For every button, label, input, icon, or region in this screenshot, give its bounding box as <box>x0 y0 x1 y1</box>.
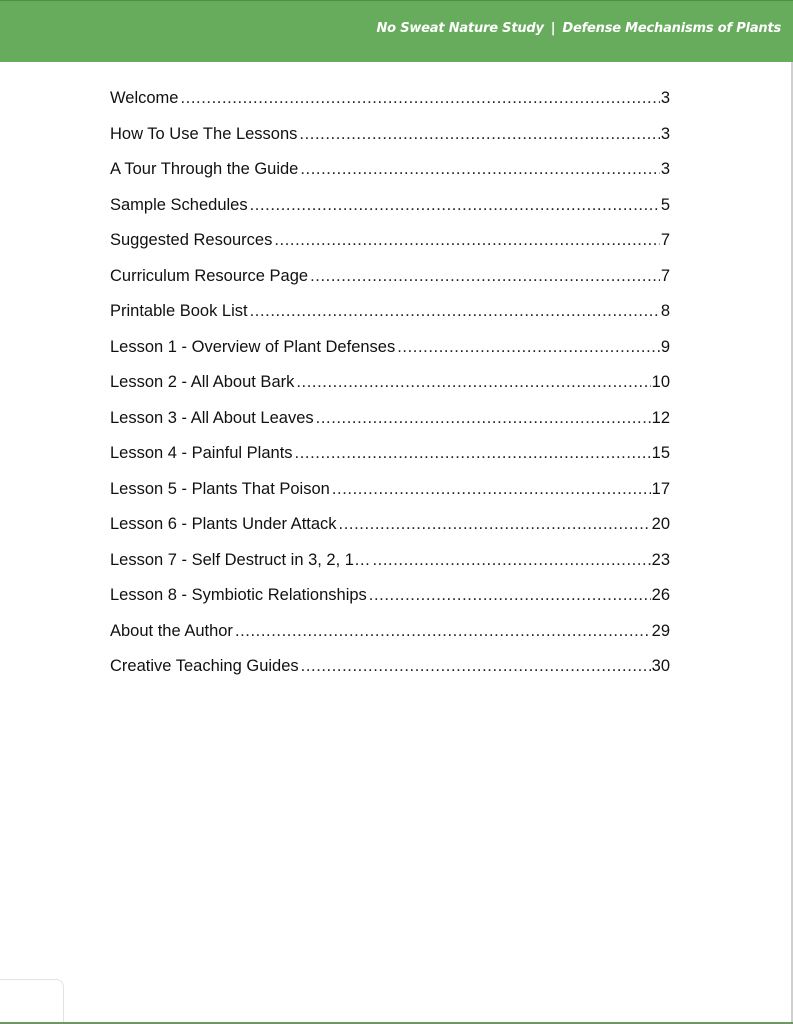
corner-tab <box>0 979 64 1023</box>
toc-entry-page-number: 7 <box>660 231 670 249</box>
header-separator: | <box>550 21 556 36</box>
toc-entry-page-number: 26 <box>651 586 670 604</box>
toc-entry-title: Printable Book List <box>110 302 248 320</box>
toc-entry-title: Lesson 1 - Overview of Plant Defenses <box>110 337 396 356</box>
dot-leader <box>372 551 650 570</box>
toc-entry[interactable] <box>110 196 670 232</box>
toc-entry-title: Lesson 3 - All About Leaves <box>110 408 314 427</box>
toc-entry[interactable] <box>110 125 670 161</box>
dot-leader <box>250 302 660 321</box>
toc-entry[interactable] <box>110 338 670 374</box>
toc-entry-title: Creative Teaching Guides <box>110 657 299 675</box>
toc-entry-page-number: 15 <box>651 444 670 462</box>
toc-entry-title: Lesson 6 - Plants Under Attack <box>110 515 337 533</box>
toc-entry[interactable] <box>110 409 670 445</box>
toc-entry[interactable] <box>110 480 670 516</box>
dot-leader <box>332 480 651 499</box>
toc-entry[interactable] <box>110 657 670 693</box>
toc-entry-title: Lesson 5 - Plants That Poison <box>110 479 330 498</box>
toc-entry-title: Lesson 7 - Self Destruct in 3, 2, 1… <box>110 550 371 569</box>
toc-entry-title: Welcome <box>110 89 179 107</box>
toc-entry-page-number: 9 <box>660 337 670 356</box>
dot-leader <box>296 373 650 392</box>
toc-entry-page-number: 8 <box>660 302 670 320</box>
toc-entry-title: Lesson 4 - Painful Plants <box>110 444 293 462</box>
dot-leader <box>301 657 651 676</box>
toc-entry-page-number: 3 <box>660 124 670 143</box>
toc-entry[interactable] <box>110 622 670 658</box>
toc-entry-page-number: 5 <box>660 195 670 214</box>
dot-leader <box>180 89 659 108</box>
header-band <box>0 0 793 62</box>
toc-entry[interactable] <box>110 267 670 303</box>
dot-leader <box>316 409 651 428</box>
guide-title: Defense Mechanisms of Plants <box>562 21 781 36</box>
toc-entry-title: Curriculum Resource Page <box>110 266 309 285</box>
toc-entry[interactable] <box>110 231 670 267</box>
toc-entry-title: Lesson 2 - All About Bark <box>110 373 295 391</box>
toc-entry-title: Suggested Resources <box>110 231 273 249</box>
toc-entry-title: A Tour Through the Guide <box>110 160 299 178</box>
toc-entry-page-number: 7 <box>660 266 670 285</box>
toc-entry-page-number: 12 <box>651 408 670 427</box>
dot-leader <box>369 586 651 605</box>
toc-entry-page-number: 3 <box>660 160 670 178</box>
dot-leader <box>310 267 660 286</box>
toc-entry[interactable] <box>110 373 670 409</box>
dot-leader <box>274 231 659 250</box>
dot-leader <box>250 196 660 215</box>
toc-entry-title: Sample Schedules <box>110 195 248 214</box>
toc-entry[interactable] <box>110 444 670 480</box>
table-of-contents <box>110 89 670 693</box>
dot-leader <box>397 338 660 357</box>
dot-leader <box>295 444 651 463</box>
toc-entry[interactable] <box>110 160 670 196</box>
dot-leader <box>299 125 659 144</box>
toc-entry[interactable] <box>110 515 670 551</box>
toc-entry[interactable] <box>110 302 670 338</box>
dot-leader <box>300 160 659 179</box>
toc-entry-page-number: 3 <box>660 89 670 107</box>
toc-entry-title: How To Use The Lessons <box>110 124 298 143</box>
toc-entry[interactable] <box>110 551 670 587</box>
toc-entry-page-number: 30 <box>651 657 670 675</box>
series-title: No Sweat Nature Study <box>376 21 544 36</box>
running-header <box>376 21 781 36</box>
dot-leader <box>339 515 651 534</box>
toc-entry-title: About the Author <box>110 621 233 640</box>
toc-entry[interactable] <box>110 89 670 125</box>
toc-entry-title: Lesson 8 - Symbiotic Relationships <box>110 586 367 604</box>
toc-entry-page-number: 23 <box>651 550 670 569</box>
toc-entry-page-number: 17 <box>651 479 670 498</box>
toc-entry-page-number: 10 <box>651 373 670 391</box>
toc-entry[interactable] <box>110 586 670 622</box>
dot-leader <box>235 622 651 641</box>
toc-entry-page-number: 29 <box>651 621 670 640</box>
toc-entry-page-number: 20 <box>651 515 670 533</box>
